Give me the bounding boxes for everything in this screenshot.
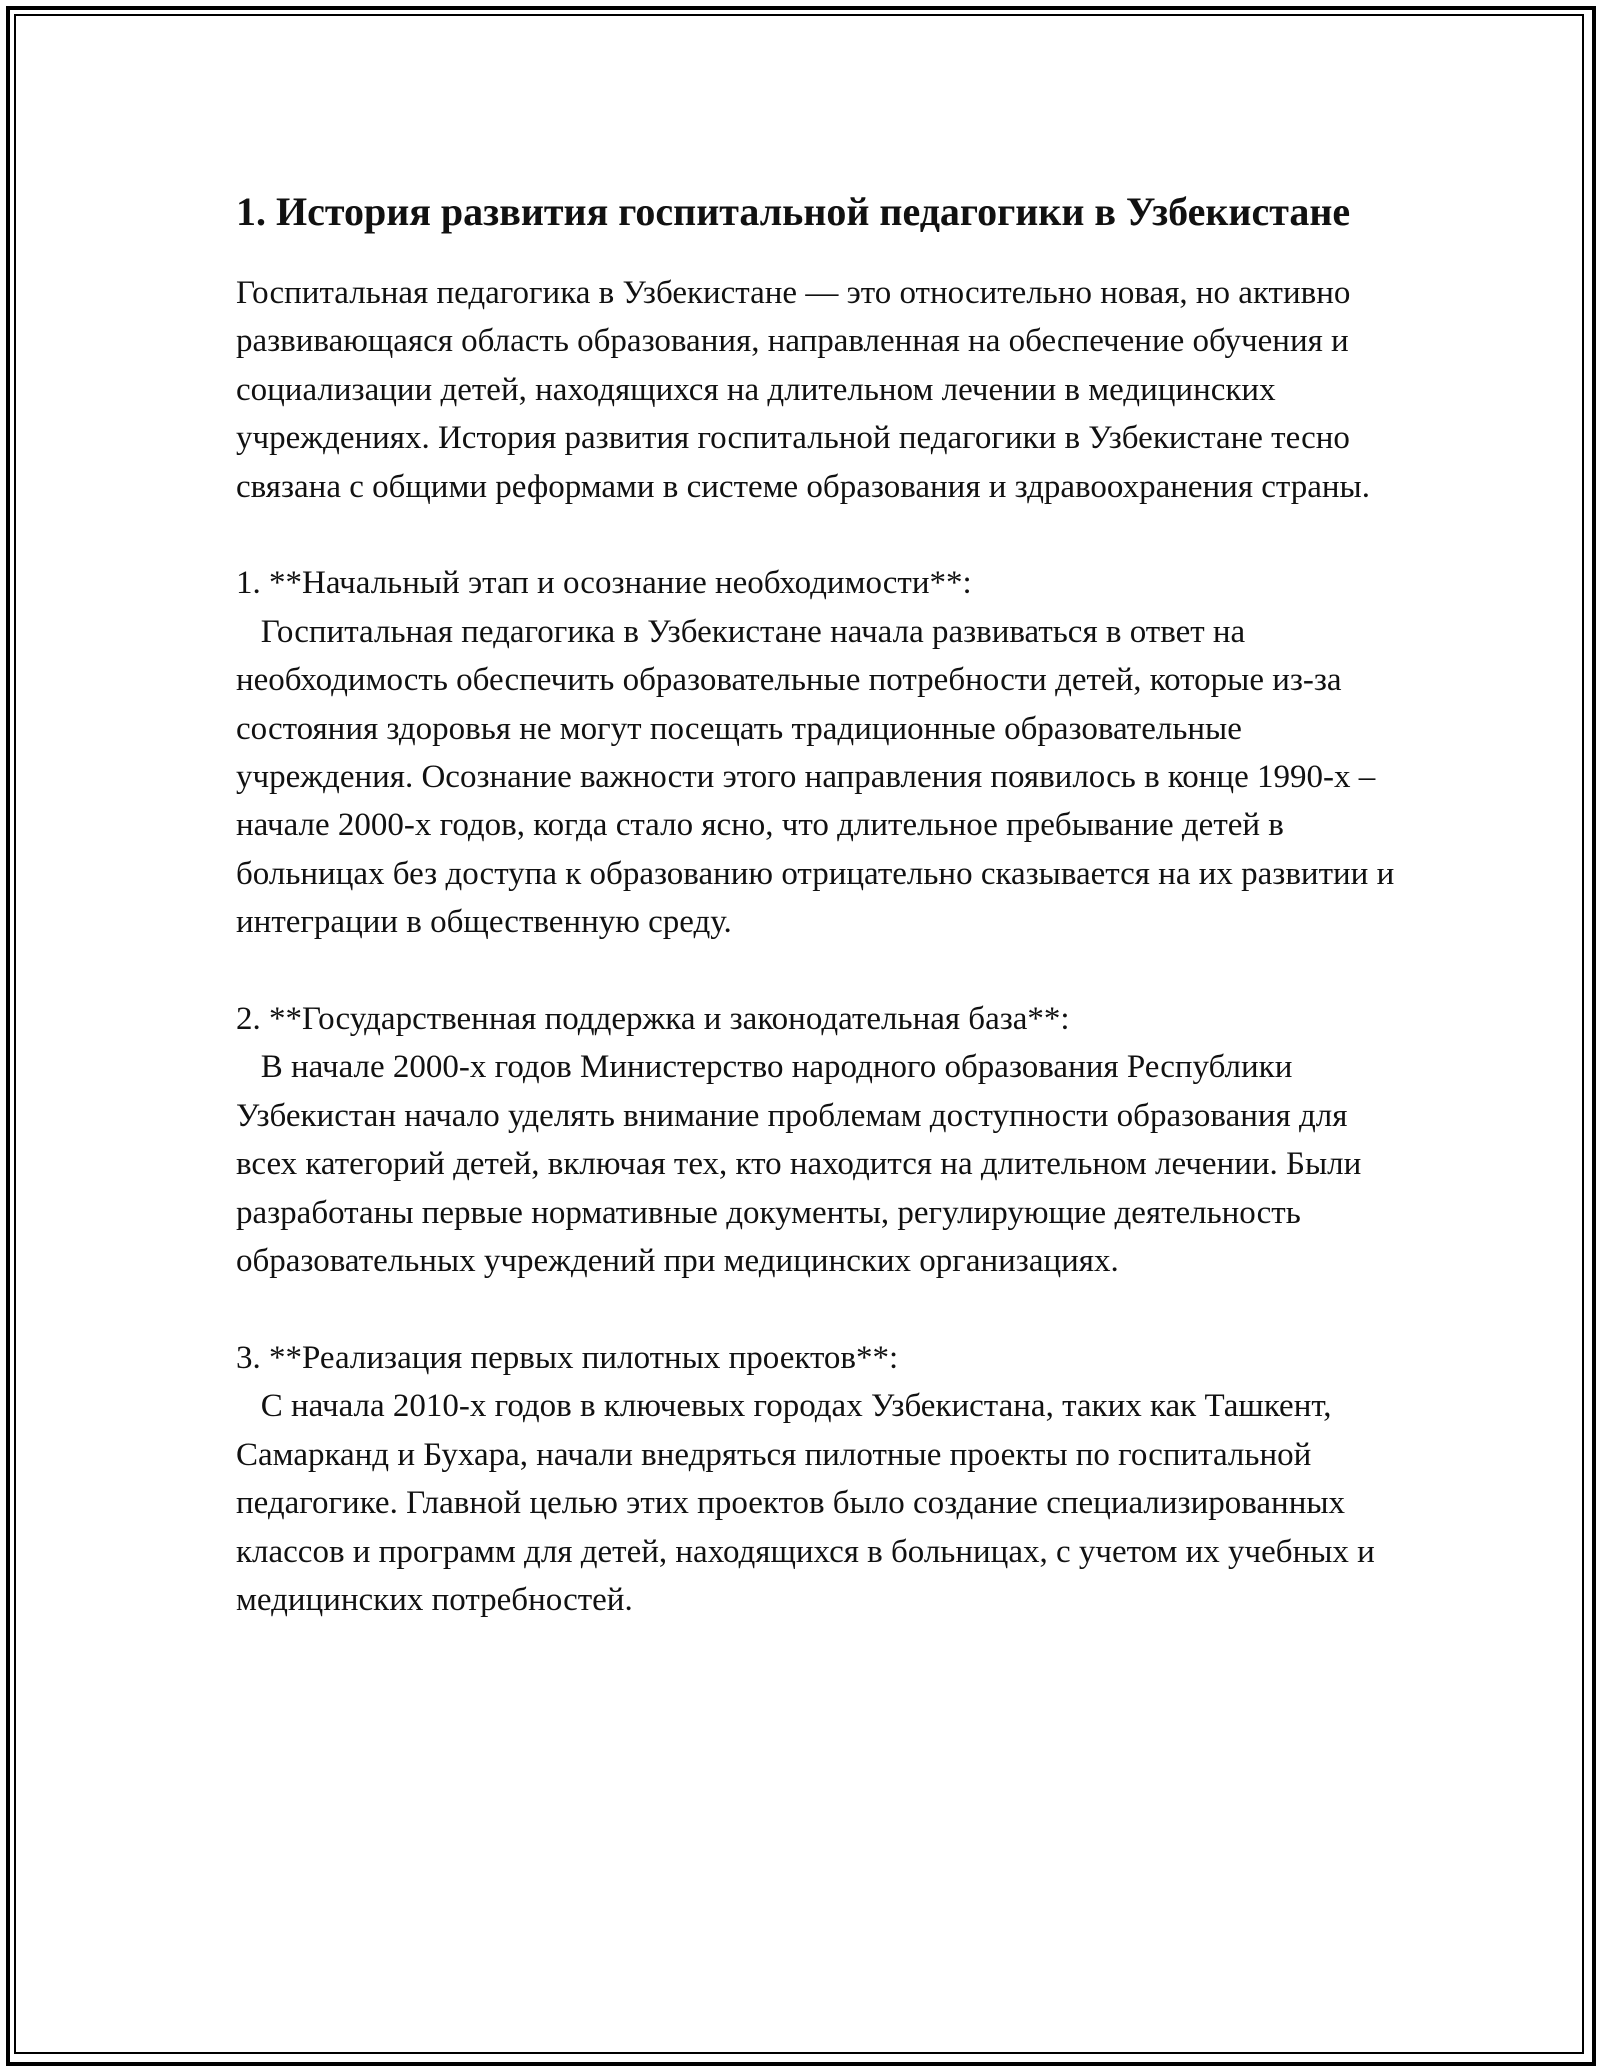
section-2 bbox=[236, 995, 1396, 1285]
section-heading: 2. **Государственная поддержка и законодательная база**: bbox=[236, 1001, 1070, 1038]
document-title: 1. История развития госпитальной педагогики в Узбекистане bbox=[236, 189, 1351, 234]
section-heading: 1. **Начальный этап и осознание необходимости**: bbox=[236, 565, 972, 602]
paragraph-spacer bbox=[236, 511, 1396, 559]
section-body: Госпитальная педагогика в Узбекистане начала развиваться в ответ на необходимость обеспечить образовательные потребности детей, которые из-за состояния здоровья не могут посещать традиционные образовательные учреждения. Осознание важности этого направления появилось в конце 1990-х – начале 2000-х годов, когда стало ясно, что длительное пребывание детей в больницах без доступа к образованию отрицательно сказывается на их развитии и интеграции в общественную среду. bbox=[236, 613, 1403, 941]
section-heading: 3. **Реализация первых пилотных проектов**: bbox=[236, 1339, 899, 1376]
intro-paragraph: Госпитальная педагогика в Узбекистане — это относительно новая, но активно развивающаяся область образования, направленная на обеспечение обучения и социализации детей, находящихся на длительном лечении в медицинских учреждениях. История развития госпитальной педагогики в Узбекистане тесно связана с общими реформами в системе образования и здравоохранения страны. bbox=[236, 275, 1370, 505]
paragraph-spacer bbox=[236, 1286, 1396, 1334]
section-body: В начале 2000-х годов Министерство народного образования Республики Узбекистан начало уделять внимание проблемам доступности образования для всех категорий детей, включая тех, кто находится на длительном лечении. Были разработаны первые нормативные документы, регулирующие деятельность образовательных учреждений при медицинских организациях. bbox=[236, 1049, 1370, 1280]
section-3 bbox=[236, 1334, 1396, 1624]
section-body: С начала 2010-х годов в ключевых городах Узбекистана, таких как Ташкент, Самарканд и Бухара, начали внедряться пилотные проекты по госпитальной педагогике. Главной целью этих проектов было создание специализированных классов и программ для детей, находящихся в больницах, с учетом их учебных и медицинских потребностей. bbox=[236, 1388, 1384, 1618]
paragraph-spacer bbox=[236, 947, 1396, 995]
section-1 bbox=[236, 559, 1403, 946]
document-body bbox=[236, 184, 1403, 1624]
